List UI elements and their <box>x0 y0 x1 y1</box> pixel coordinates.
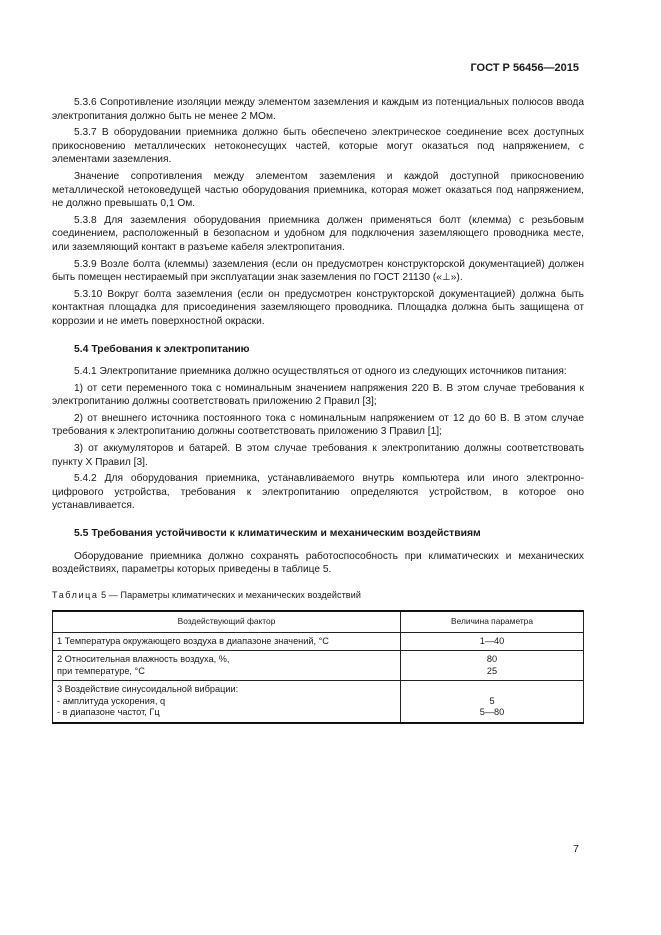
cell-line: 25 <box>486 665 498 676</box>
paragraph: 5.3.10 Вокруг болта заземления (если он предусмотрен конструкторской документацией) должна быть контактная площадка для присоединения заземляющего проводника. Площадка должна быть защищена от коррозии и не иметь поверхностной окраски. <box>52 288 584 327</box>
header-factor: Воздействующий фактор <box>53 611 401 632</box>
table-row <box>53 632 584 651</box>
paragraph: Оборудование приемника должно сохранять работоспособность при климатических и механических воздействиях, параметры которых приведены в таблице 5. <box>52 550 584 576</box>
cell-line: при температуре, °С <box>57 665 145 676</box>
cell-line: 3 Воздействие синусоидальной вибрации: <box>57 684 239 695</box>
doc-header: ГОСТ Р 56456—2015 <box>470 62 579 74</box>
paragraph: 5.4.2 Для оборудования приемника, устанавливаемого внутрь компьютера или иного электронно-цифрового устройства, требования к электропитанию определяются устройством, в которое оно устанавливается. <box>52 473 584 512</box>
cell-line: - амплитуда ускорения, q <box>57 695 166 706</box>
section-heading-5-4: 5.4 Требования к электропитанию <box>74 343 250 355</box>
paragraph: 5.3.8 Для заземления оборудования приемника должен применяться болт (клемма) с резьбовым соединением, расположенный в безопасном и удобном для подключения заземляющего проводника месте, или заземляющий контакт в разъеме кабеля электропитания. <box>52 214 584 253</box>
cell-factor <box>53 681 401 723</box>
paragraph: 2) от внешнего источника постоянного тока с номинальным напряжением от 12 до 60 В. В этом случае требования к электропитанию должны соответствовать приложению 3 Правил [1]; <box>52 412 584 438</box>
cell-line: 1 Температура окружающего воздуха в диапазоне значений, °С <box>57 635 329 646</box>
parameters-table <box>52 610 584 724</box>
table-row <box>53 651 584 681</box>
cell-value <box>401 651 584 681</box>
table-header-row <box>53 611 584 632</box>
paragraph: 5.3.6 Сопротивление изоляции между элементом заземления и каждым из потенциальных полюсов ввода электропитания должно быть не менее 2 МОм. <box>52 97 584 122</box>
paragraph: 3) от аккумуляторов и батарей. В этом случае требования к электропитанию должны соответствовать пункту X Правил [3]. <box>52 443 584 468</box>
cell-line: 1—40 <box>479 635 505 646</box>
cell-line: 2 Относительная влажность воздуха, %, <box>57 654 230 665</box>
header-value: Величина параметра <box>401 611 584 632</box>
cell-value <box>401 632 584 651</box>
cell-line: - в диапазоне частот, Гц <box>57 707 160 718</box>
cell-factor <box>53 651 401 681</box>
page-number: 7 <box>573 843 579 855</box>
cell-line: 5—80 <box>479 707 505 718</box>
paragraph: 5.4.1 Электропитание приемника должно осуществляться от одного из следующих источников питания: <box>74 366 567 378</box>
paragraph: Значение сопротивления между элементом заземления и каждой доступной прикосновению металлической нетоковедущей частью оборудования приемника, которая может оказаться под напряжением, не должно превышать 0,1 Ом. <box>52 170 584 210</box>
table-caption-text: 5 — Параметры климатических и механических воздействий <box>98 589 361 600</box>
paragraph: 5.3.9 Возле болта (клеммы) заземления (если он предусмотрен конструкторской документацией) должен быть помещен нестираемый при эксплуатации знак заземления по ГОСТ 21130 («⊥»). <box>52 258 584 284</box>
document-body <box>52 96 584 724</box>
paragraph: 5.3.7 В оборудовании приемника должно быть обеспечено электрическое соединение всех доступных прикосновению металлических нетоконесущих частей, которые могут оказаться под напряжением, с элементами заземления. <box>52 127 584 166</box>
cell-factor <box>53 632 401 651</box>
cell-line <box>405 684 579 696</box>
paragraph: 1) от сети переменного тока с номинальным значением напряжения 220 В. В этом случае требования к электропитанию должны соответствовать приложению 2 Правил [3]; <box>52 382 584 408</box>
section-heading-5-5: 5.5 Требования устойчивости к климатическим и механическим воздействиям <box>74 528 481 540</box>
cell-line: 5 <box>489 695 495 706</box>
table-caption <box>52 589 584 603</box>
cell-value <box>401 681 584 723</box>
table-row <box>53 681 584 723</box>
table-caption-label: Таблица <box>52 589 99 600</box>
cell-line: 80 <box>486 654 498 665</box>
